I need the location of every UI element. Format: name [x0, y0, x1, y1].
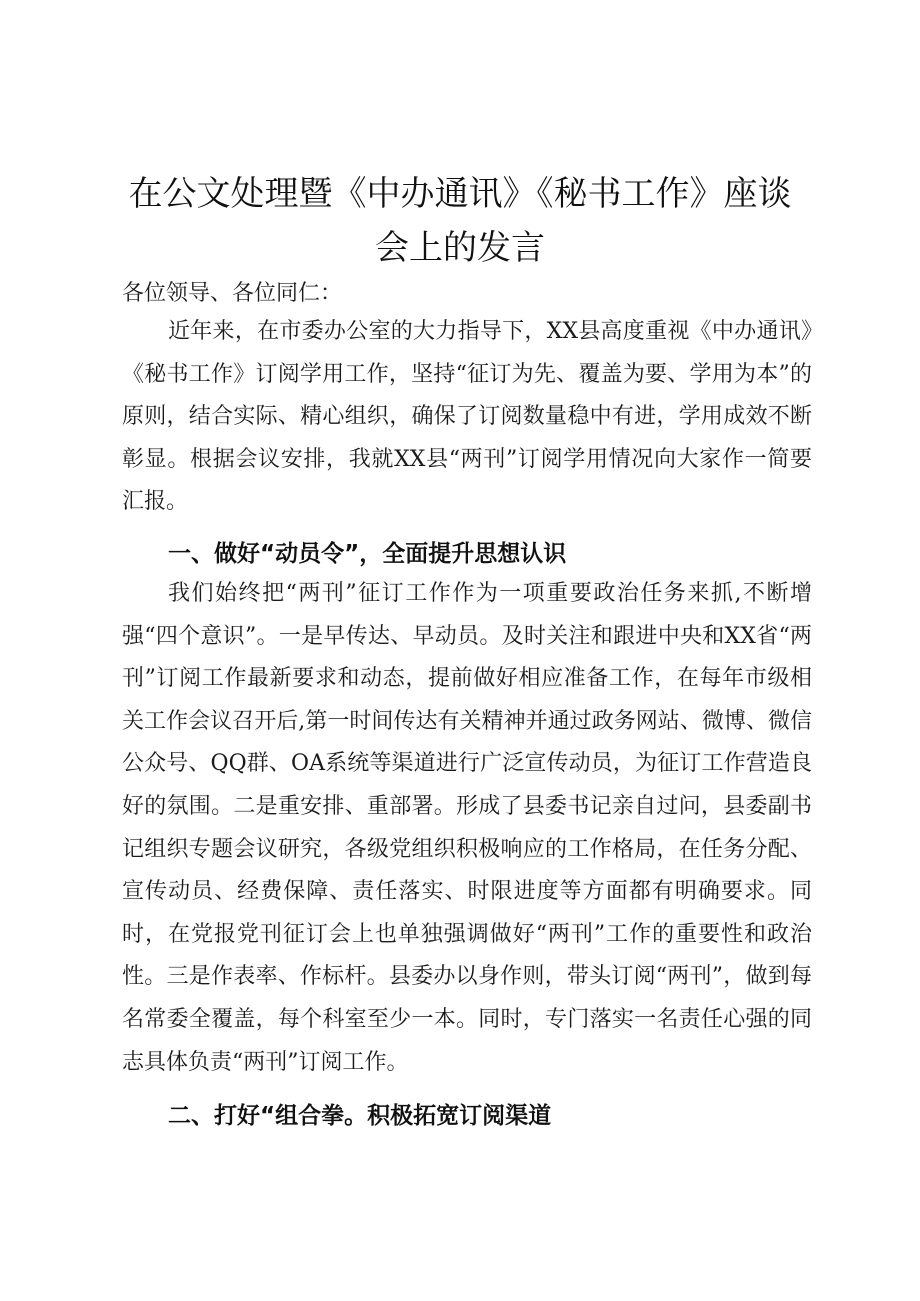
- salutation: 各位领导、各位同仁：: [122, 281, 343, 306]
- section-1-heading: 一、做好“动员令”，全面提升思想认识: [168, 541, 567, 567]
- document-title-line-1: 在公文处理暨《中办通讯》《秘书工作》座谈: [128, 174, 792, 214]
- document-title-line-2: 会上的发言: [375, 228, 545, 268]
- section-2-heading: 二、打好“组合拳。积极拓宽订阅渠道: [168, 1103, 552, 1129]
- intro-paragraph: 近年来，在市委办公室的大力指导下，XX县高度重视《中办通讯》《秘书工作》订阅学用工作，坚持“征订为先、覆盖为要、学用为本”的原则，结合实际、精心组织，确保了订阅数量稳中有进，学用成效不断彰显。根据会议安排，我就XX县“两刊”订阅学用情况向大家作一简要汇报。: [122, 319, 812, 515]
- section-1-paragraph: 我们始终把“两刊”征订工作作为一项重要政治任务来抓,不断增强“四个意识”。一是早传达、早动员。及时关注和跟进中央和XX省“两刊”订阅工作最新要求和动态，提前做好相应准备工作，在每年市级相关工作会议召开后,第一时间传达有关精神并通过政务网站、微博、微信公众号、QQ群、OA系统等渠道进行广泛宣传动员，为征订工作营造良好的氛围。二是重安排、重部署。形成了县委书记亲自过问，县委副书记组织专题会议研究，各级党组织积极响应的工作格局，在任务分配、宣传动员、经费保障、责任落实、时限进度等方面都有明确要求。同时，在党报党刊征订会上也单独强调做好“两刊”工作的重要性和政治性。三是作表率、作标杆。县委办以身作则，带头订阅“两刊”，做到每名常委全覆盖，每个科室至少一本。同时，专门落实一名责任心强的同志具体负责“两刊”订阅工作。: [122, 581, 812, 1075]
